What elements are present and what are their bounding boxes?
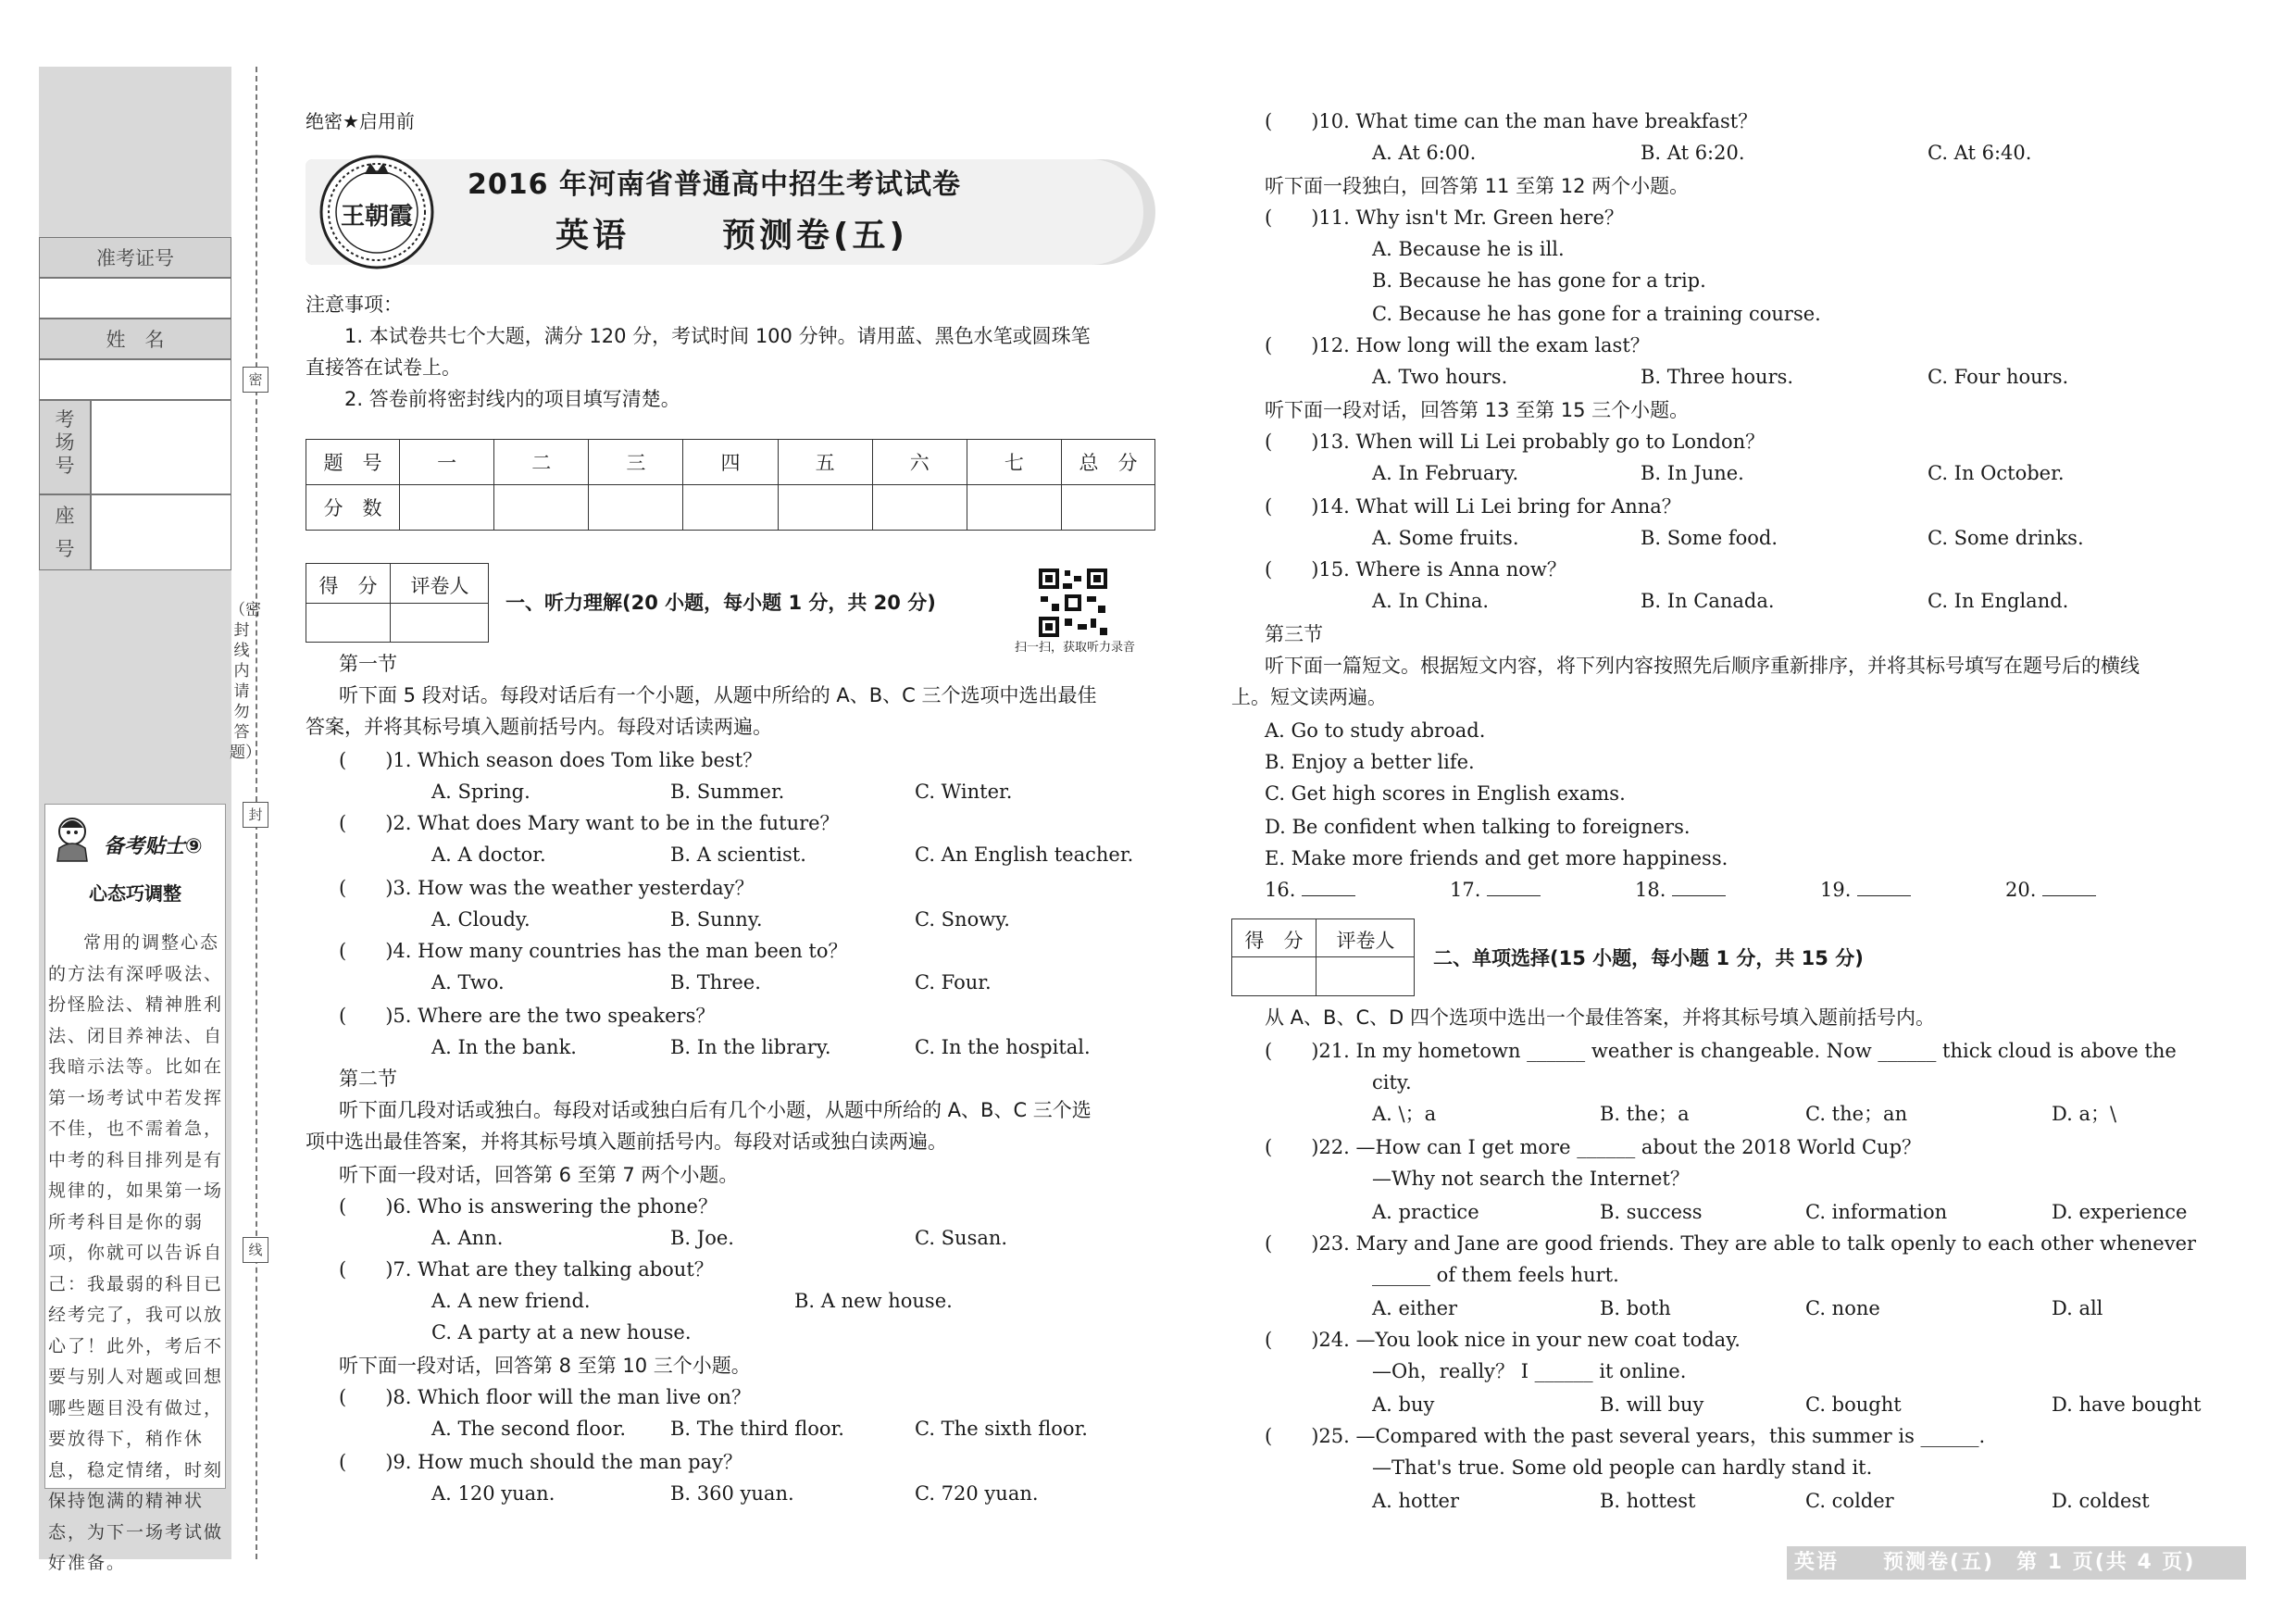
blank-label: 19. <box>1820 879 1852 901</box>
option-a: A. Two hours. <box>1372 366 1508 388</box>
option-b: B. 360 yuan. <box>670 1482 794 1505</box>
question-stem: ( )1. Which season does Tom like best？ <box>339 749 763 771</box>
qr-code-graphic <box>1037 567 1109 639</box>
option-a: A. hotter <box>1372 1490 1460 1512</box>
option-b: B. Three. <box>670 971 761 993</box>
blank-line <box>2042 894 2096 896</box>
option-d: D. all <box>2052 1297 2103 1319</box>
option-b: B. both <box>1600 1297 1671 1319</box>
question-stem: ( )8. Which floor will the man live on？ <box>339 1386 751 1408</box>
score-input-cell[interactable] <box>400 485 494 531</box>
answer-blank-19[interactable] <box>1820 878 1911 902</box>
exam-id-field[interactable] <box>39 278 231 319</box>
part3-heading: 第三节 <box>1265 623 1323 645</box>
question-stem-cont: —Oh，really？ I ______ it online. <box>1372 1360 1687 1382</box>
divider <box>390 564 391 642</box>
dialog-intro-13-15: 听下面一段对话，回答第 13 至第 15 三个小题。 <box>1265 399 1690 421</box>
question-stem: ( )22. —How can I get more ______ about the 2018 World Cup？ <box>1265 1136 1922 1158</box>
option-d: D. coldest <box>2052 1490 2150 1512</box>
score-input-cell[interactable] <box>683 485 778 531</box>
option-c: C. the；an <box>1805 1103 1908 1125</box>
seal-note: （密封线内请勿答题） <box>230 601 261 762</box>
option-c: C. Winter. <box>915 781 1013 803</box>
option-c: C. Four. <box>915 971 992 993</box>
option-b: B. A scientist. <box>670 843 806 866</box>
score-table <box>306 439 1155 531</box>
room-label: 考场号 <box>39 400 91 494</box>
option-c: C. Four hours. <box>1928 366 2069 388</box>
question-stem: ( )12. How long will the exam last？ <box>1265 334 1650 356</box>
blank-line <box>1487 894 1541 896</box>
option-c: C. The sixth floor. <box>915 1418 1088 1440</box>
section2-intro: 从 A、B、C、D 四个选项中选出一个最佳答案，并将其标号填入题前括号内。 <box>1265 1006 1935 1029</box>
option-a: A. In China. <box>1372 590 1490 612</box>
question-stem-cont: city. <box>1372 1071 1412 1093</box>
option-b: B. success <box>1600 1201 1703 1223</box>
option-b: B. Some food. <box>1641 527 1778 549</box>
grader-box-2 <box>1231 918 1415 996</box>
option-b: B. Three hours. <box>1641 366 1794 388</box>
option-b: B. Summer. <box>670 781 785 803</box>
blank-line <box>1672 894 1726 896</box>
option-a: A. The second floor. <box>431 1418 627 1440</box>
seal-char-feng: 封 <box>243 802 268 828</box>
question-stem: ( )25. —Compared with the past several years，this summer is ______. <box>1265 1425 1986 1447</box>
name-field[interactable] <box>39 359 231 400</box>
sort-item: A. Go to study abroad. <box>1265 719 1486 742</box>
page-footer: 英语 预测卷(五) 第 1 页(共 4 页) <box>1794 1551 2196 1574</box>
question-stem: ( )24. —You look nice in your new coat today. <box>1265 1329 1741 1351</box>
option-c: C. In England. <box>1928 590 2069 612</box>
option-b: B. hottest <box>1600 1490 1696 1512</box>
grader-reviewer-label: 评卷人 <box>1336 930 1395 952</box>
seal-char-mi: 密 <box>243 367 268 393</box>
question-stem: ( )15. Where is Anna now？ <box>1265 558 1566 581</box>
option-d: D. experience <box>2052 1201 2188 1223</box>
option-b: B. The third floor. <box>670 1418 844 1440</box>
option-a: A. \；a <box>1372 1103 1437 1125</box>
question-stem: ( )13. When will Li Lei probably go to London？ <box>1265 431 1766 453</box>
grader-box-1 <box>306 563 489 643</box>
option-b: B. A new house. <box>794 1290 953 1312</box>
sort-item: E. Make more friends and get more happiness. <box>1265 847 1728 869</box>
dialog-intro-8-10: 听下面一段对话，回答第 8 至第 10 三个小题。 <box>339 1355 751 1377</box>
option-a: A. At 6:00. <box>1372 142 1477 164</box>
answer-blank-17[interactable] <box>1450 878 1541 902</box>
blank-label: 17. <box>1450 879 1481 901</box>
notice-heading: 注意事项： <box>306 294 403 316</box>
option-a: A. A doctor. <box>431 843 546 866</box>
option-c: C. none <box>1805 1297 1880 1319</box>
tip-banner <box>46 807 224 863</box>
mono-intro-11-12: 听下面一段独白，回答第 11 至第 12 两个小题。 <box>1265 175 1690 197</box>
question-stem: ( )9. How much should the man pay？ <box>339 1451 742 1473</box>
score-table-header-row <box>306 440 1155 485</box>
option-a: A. Cloudy. <box>431 908 530 931</box>
question-stem-cont: —Why not search the Internet？ <box>1372 1168 1690 1190</box>
option-a: A. Some fruits. <box>1372 527 1519 549</box>
option-b: B. Because he has gone for a trip. <box>1372 269 1706 292</box>
table-cell: 一 <box>400 440 494 485</box>
divider <box>1232 956 1414 957</box>
option-a: A. Ann. <box>431 1227 504 1249</box>
option-c: C. An English teacher. <box>915 843 1134 866</box>
qr-caption: 扫一扫，获取听力录音 <box>1015 641 1136 655</box>
seal-logo-icon <box>318 154 435 270</box>
table-cell: 五 <box>778 440 872 485</box>
score-input-cell[interactable] <box>589 485 683 531</box>
option-a: A. Two. <box>431 971 505 993</box>
option-d: D. a；\ <box>2052 1103 2117 1125</box>
question-stem: ( )21. In my hometown ______ weather is changeable. Now ______ thick cloud is above the <box>1265 1040 2177 1062</box>
section2-title: 二、单项选择(15 小题，每小题 1 分，共 15 分) <box>1433 947 1864 969</box>
score-input-cell[interactable] <box>1062 485 1155 531</box>
blank-label: 16. <box>1265 879 1296 901</box>
option-c: C. colder <box>1805 1490 1894 1512</box>
question-stem: ( )10. What time can the man have breakfast？ <box>1265 110 1758 132</box>
table-cell: 七 <box>967 440 1061 485</box>
option-a: A. Spring. <box>431 781 530 803</box>
notice-item1b: 直接答在试卷上。 <box>306 356 461 379</box>
part2-intro-a: 听下面几段对话或独白。每段对话或独白后有几个小题，从题中所给的 A、B、C 三个选 <box>339 1099 1092 1121</box>
question-stem: ( )2. What does Mary want to be in the future？ <box>339 812 840 834</box>
name-label: 姓 名 <box>39 319 231 359</box>
score-input-cell[interactable] <box>778 485 872 531</box>
table-cell: 三 <box>589 440 683 485</box>
option-b: B. In Canada. <box>1641 590 1775 612</box>
part2-heading: 第二节 <box>339 1068 397 1090</box>
option-b: B. Joe. <box>670 1227 734 1249</box>
part3-intro-a: 听下面一篇短文。根据短文内容，将下列内容按照先后顺序重新排序，并将其标号填写在题号后的横线 <box>1265 655 2140 677</box>
option-b: B. In June. <box>1641 462 1744 484</box>
option-c: C. information <box>1805 1201 1948 1223</box>
notice-item2: 2. 答卷前将密封线内的项目填写清楚。 <box>344 388 680 410</box>
exam-paper: 预测卷(五) <box>722 217 908 255</box>
sort-item: B. Enjoy a better life. <box>1265 751 1475 773</box>
option-c: C. Some drinks. <box>1928 527 2084 549</box>
section1-title: 一、听力理解(20 小题，每小题 1 分，共 20 分) <box>505 592 936 614</box>
part3-intro-b: 上。短文读两遍。 <box>1231 686 1387 708</box>
option-c: C. bought <box>1805 1393 1902 1416</box>
svg-text:王朝霞: 王朝霞 <box>340 203 414 231</box>
table-cell: 题 号 <box>306 440 400 485</box>
option-d: D. have bought <box>2052 1393 2202 1416</box>
grader-score-label: 得 分 <box>1244 930 1304 952</box>
sort-item: D. Be confident when talking to foreigners. <box>1265 816 1691 838</box>
question-stem-cont: —That's true. Some old people can hardly stand it. <box>1372 1456 1873 1479</box>
option-b: B. will buy <box>1600 1393 1704 1416</box>
question-stem: ( )4. How many countries has the man been to？ <box>339 940 848 962</box>
exam-subject: 英语 <box>555 217 630 255</box>
question-stem: ( )11. Why isn't Mr. Green here？ <box>1265 206 1624 229</box>
option-c: C. Susan. <box>915 1227 1008 1249</box>
option-a: A. practice <box>1372 1201 1479 1223</box>
grader-reviewer-label: 评卷人 <box>410 575 469 597</box>
question-stem: ( )14. What will Li Lei bring for Anna？ <box>1265 495 1681 518</box>
option-c: C. Snowy. <box>915 908 1010 931</box>
question-stem: ( )5. Where are the two speakers？ <box>339 1005 716 1027</box>
option-a: A. 120 yuan. <box>431 1482 555 1505</box>
score-input-cell[interactable] <box>872 485 967 531</box>
grader-score-label: 得 分 <box>318 575 378 597</box>
blank-line <box>1302 894 1355 896</box>
table-cell: 六 <box>872 440 967 485</box>
answer-blank-18[interactable] <box>1635 878 1726 902</box>
question-stem: ( )3. How was the weather yesterday？ <box>339 877 755 899</box>
blank-label: 18. <box>1635 879 1666 901</box>
option-b: B. At 6:20. <box>1641 142 1745 164</box>
dialog-intro-6-7: 听下面一段对话，回答第 6 至第 7 两个小题。 <box>339 1164 739 1186</box>
option-b: B. In the library. <box>670 1036 831 1058</box>
option-b: B. the；a <box>1600 1103 1690 1125</box>
room-field[interactable] <box>91 400 231 494</box>
blank-line <box>1857 894 1911 896</box>
score-input-cell[interactable] <box>967 485 1061 531</box>
secret-label: 绝密★启用前 <box>306 110 415 132</box>
tip-title: 备考贴士⑨ <box>104 835 203 858</box>
question-stem: ( )6. Who is answering the phone？ <box>339 1195 718 1218</box>
table-cell: 二 <box>494 440 589 485</box>
notice-item1a: 1. 本试卷共七个大题，满分 120 分，考试时间 100 分钟。请用蓝、黑色水笔或圆珠笔 <box>344 325 1091 347</box>
table-cell: 总 分 <box>1062 440 1155 485</box>
seat-field[interactable] <box>91 494 231 570</box>
tip-body: 常用的调整心态的方法有深呼吸法、扮怪脸法、精神胜利法、闭目养神法、自我暗示法等。比如在第一场考试中若发挥不佳，也不需着急，中考的科目排列是有规律的，如果第一场所考科目是你的弱项，你就可以告诉自己：我最弱的科目已经考完了，我可以放心了！此外，考后不要与别人对题或回想哪些题目没有做过，要放得下，稍作休息，稳定情绪，时刻保持饱满的精神状态，为下一场考试做好准备。 <box>48 932 224 1573</box>
option-c: C. 720 yuan. <box>915 1482 1039 1505</box>
option-a: A. In the bank. <box>431 1036 577 1058</box>
sort-item: C. Get high scores in English exams. <box>1265 782 1626 805</box>
answer-blank-16[interactable] <box>1265 878 1355 902</box>
part1-intro-b: 答案，并将其标号填入题前括号内。每段对话读两遍。 <box>306 716 772 738</box>
question-stem: ( )7. What are they talking about？ <box>339 1258 714 1281</box>
table-cell: 四 <box>683 440 778 485</box>
question-stem: ( )23. Mary and Jane are good friends. They are able to talk openly to each other whenever <box>1265 1232 2197 1255</box>
option-c: C. Because he has gone for a training course. <box>1372 303 1821 325</box>
blank-label: 20. <box>2005 879 2037 901</box>
option-a: A. buy <box>1372 1393 1435 1416</box>
option-a: A. A new friend. <box>431 1290 591 1312</box>
score-table-score-row <box>306 485 1155 531</box>
part2-intro-b: 项中选出最佳答案，并将其标号填入题前括号内。每段对话或独白读两遍。 <box>306 1131 947 1153</box>
publisher-logo <box>318 154 435 270</box>
score-input-cell[interactable] <box>494 485 589 531</box>
table-cell: 分 数 <box>306 485 400 531</box>
option-a: A. either <box>1372 1297 1458 1319</box>
part1-intro-a: 听下面 5 段对话。每段对话后有一个小题，从题中所给的 A、B、C 三个选项中选出最佳 <box>339 684 1097 706</box>
option-c: C. In the hospital. <box>915 1036 1091 1058</box>
option-a: A. In February. <box>1372 462 1519 484</box>
tip-heading: 心态巧调整 <box>89 882 181 905</box>
answer-blank-20[interactable] <box>2005 878 2096 902</box>
option-c: C. In October. <box>1928 462 2065 484</box>
option-c: C. At 6:40. <box>1928 142 2032 164</box>
option-a: A. Because he is ill. <box>1372 238 1565 260</box>
exam-id-label: 准考证号 <box>39 237 231 278</box>
exam-title: 2016 年河南省普通高中招生考试试卷 <box>468 169 961 201</box>
seal-char-xian: 线 <box>243 1237 268 1263</box>
option-b: B. Sunny. <box>670 908 763 931</box>
question-stem-cont: ______ of them feels hurt. <box>1372 1264 1619 1286</box>
option-c: C. A party at a new house. <box>431 1321 692 1343</box>
part1-heading: 第一节 <box>339 653 397 675</box>
qr-code-icon[interactable] <box>1037 567 1109 639</box>
seat-label: 座号 <box>39 494 91 570</box>
divider <box>306 603 488 604</box>
